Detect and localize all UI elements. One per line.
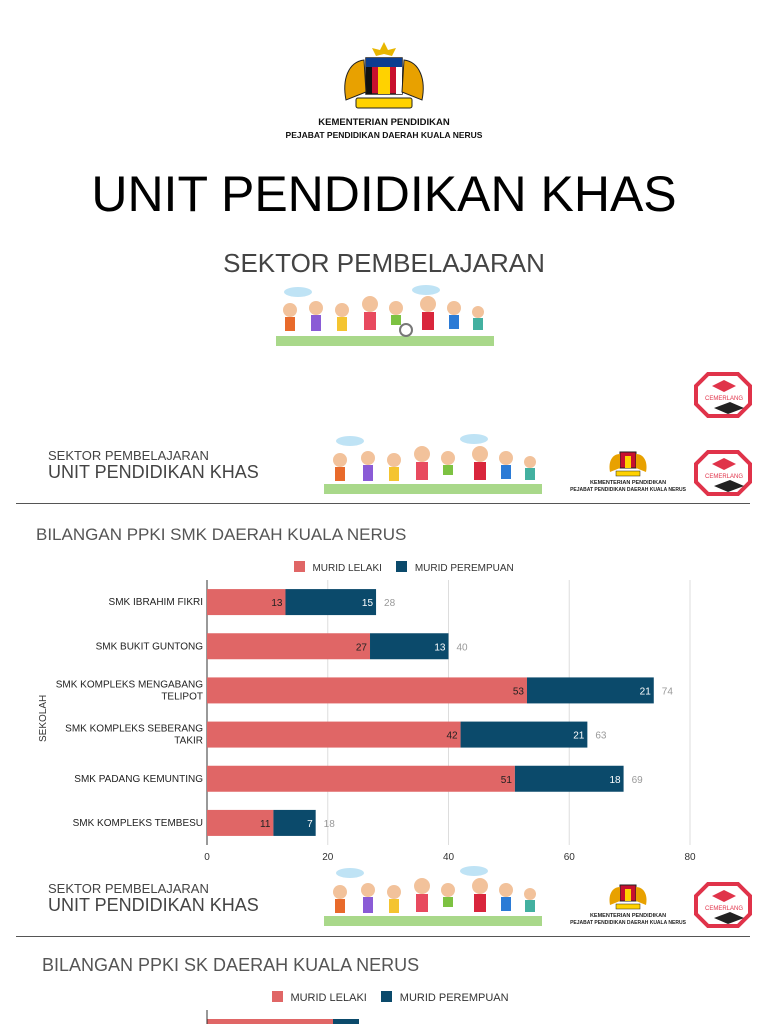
svg-text:CEMERLANG: CEMERLANG	[704, 474, 744, 480]
bar-female	[461, 722, 588, 748]
chart-legend	[272, 988, 509, 1006]
office-name: PEJABAT PENDIDIKAN DAERAH KUALA NERUS	[570, 920, 686, 926]
children-illustration	[324, 434, 542, 494]
page-title: UNIT PENDIDIKAN KHAS	[91, 166, 677, 222]
total-label: 18	[323, 818, 335, 830]
data-label: 13	[434, 642, 446, 654]
bar-female	[515, 766, 624, 792]
office-name: PEJABAT PENDIDIKAN DAERAH KUALA NERUS	[285, 130, 483, 140]
total-label: 28	[384, 598, 396, 610]
page-subtitle: SEKTOR PEMBELAJARAN	[223, 248, 545, 278]
category-label: SMK KOMPLEKS MENGABANG TELIPOT	[55, 679, 203, 703]
ministry-name: KEMENTERIAN PENDIDIKAN	[589, 913, 667, 919]
total-label: 74	[661, 686, 673, 698]
y-axis-label: SEKOLAH	[38, 694, 49, 742]
ministry-name: KEMENTERIAN PENDIDIKAN	[318, 117, 450, 128]
legend-label-female: MURID PEREMPUAN	[399, 992, 509, 1004]
chart-title: BILANGAN PPKI SK DAERAH KUALA NERUS	[42, 955, 420, 975]
data-label: 42	[446, 730, 458, 742]
svg-text:CEMERLANG: CEMERLANG	[704, 396, 744, 402]
stacked-bar-chart	[0, 575, 768, 863]
cemerlang-badge	[694, 882, 752, 928]
total-label: 63	[595, 730, 607, 742]
coat-of-arms-logo	[338, 40, 430, 114]
children-illustration	[324, 866, 542, 926]
sector-label: SEKTOR PEMBELAJARAN	[48, 881, 209, 896]
legend-swatch-female	[381, 991, 392, 1002]
divider	[16, 503, 750, 504]
data-label: 18	[609, 774, 621, 786]
chart-title: BILANGAN PPKI SMK DAERAH KUALA NERUS	[36, 525, 407, 544]
category-label: SMK IBRAHIM FIKRI	[108, 597, 203, 609]
legend-swatch-female	[396, 561, 407, 572]
x-tick-label: 40	[442, 852, 455, 863]
legend-label-male: MURID LELAKI	[290, 992, 367, 1004]
data-label: 53	[512, 686, 524, 698]
stacked-bar-chart-partial	[0, 1010, 768, 1024]
data-label: 21	[639, 686, 651, 698]
category-label: SMK KOMPLEKS SEBERANG TAKIR	[65, 723, 203, 747]
bar-male	[207, 722, 461, 748]
legend-swatch-male	[272, 991, 283, 1002]
data-label: 51	[500, 774, 512, 786]
category-label: SMK KOMPLEKS TEMBESU	[72, 817, 203, 829]
category-label: SMK BUKIT GUNTONG	[95, 641, 203, 653]
bar-male	[207, 633, 370, 659]
unit-label: UNIT PENDIDIKAN KHAS	[48, 895, 259, 915]
svg-text:CEMERLANG: CEMERLANG	[704, 906, 744, 912]
bar-male	[207, 1019, 333, 1024]
data-label: 7	[307, 818, 313, 830]
ministry-name: KEMENTERIAN PENDIDIKAN	[589, 480, 667, 486]
x-tick-label: 0	[204, 852, 210, 863]
divider	[16, 936, 750, 937]
category-label: SMK PADANG KEMUNTING	[74, 773, 203, 785]
office-name: PEJABAT PENDIDIKAN DAERAH KUALA NERUS	[570, 487, 686, 493]
data-label: 27	[355, 642, 368, 654]
legend-label-female: MURID PEREMPUAN	[414, 563, 514, 574]
cemerlang-badge	[694, 372, 752, 418]
data-label: 11	[260, 818, 271, 830]
coat-of-arms-logo	[606, 879, 650, 911]
data-label: 15	[361, 598, 374, 610]
total-label: 40	[456, 642, 468, 654]
chart-legend	[294, 558, 514, 576]
unit-label: UNIT PENDIDIKAN KHAS	[48, 462, 259, 482]
cemerlang-badge	[694, 450, 752, 496]
x-tick-label: 20	[322, 852, 334, 863]
coat-of-arms-logo	[606, 446, 650, 478]
bar-female	[333, 1019, 359, 1024]
bar-male	[207, 766, 515, 792]
legend-swatch-male	[294, 561, 305, 572]
children-illustration	[276, 284, 494, 346]
sector-label: SEKTOR PEMBELAJARAN	[48, 448, 209, 463]
total-label: 69	[631, 774, 643, 786]
x-tick-label: 80	[684, 852, 696, 863]
x-tick-label: 60	[563, 852, 575, 863]
bar-female	[527, 677, 654, 703]
data-label: 21	[573, 730, 585, 742]
bar-male	[207, 677, 527, 703]
legend-label-male: MURID LELAKI	[312, 563, 382, 574]
data-label: 13	[271, 598, 283, 610]
